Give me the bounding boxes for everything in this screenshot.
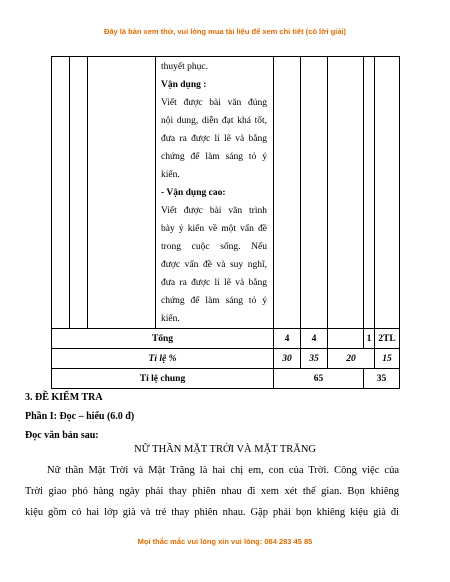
story-paragraph <box>25 460 399 523</box>
criteria-line: thuyết phục. <box>161 62 208 72</box>
percent-c4: 15 <box>375 349 400 369</box>
criteria-line: chứng để làm sáng tỏ ý <box>161 152 267 162</box>
paragraph-line: kiệu gồm có hai lớp già và trẻ thay phiên nhau. Gặp phải bọn khiêng kiệu già đi <box>25 507 399 518</box>
criteria-line: Viết được bài văn đúng <box>161 98 267 108</box>
overall-row <box>52 369 400 389</box>
part-heading: Phần I: Đọc – hiểu (6.0 đ) <box>25 411 135 422</box>
percent-row <box>52 349 400 369</box>
percent-c1: 30 <box>274 349 301 369</box>
percent-c2: 35 <box>301 349 328 369</box>
total-c4: 1 <box>364 329 375 349</box>
criteria-line: - Vận dụng cao: <box>161 188 226 198</box>
total-c1: 4 <box>274 329 301 349</box>
criteria-line: bày ý kiến về một vấn đề <box>161 224 267 234</box>
assessment-matrix-table <box>51 56 400 389</box>
overall-c1: 65 <box>274 369 364 389</box>
read-instruction: Đọc văn bản sau: <box>25 430 99 441</box>
story-title: NỮ THẦN MẶT TRỜI VÀ MẶT TRĂNG <box>134 444 316 455</box>
criteria-line: nội dung, diễn đạt khá tốt, <box>161 116 267 126</box>
total-label: Tổng <box>52 329 274 349</box>
section-heading: 3. ĐỀ KIỂM TRA <box>25 392 103 403</box>
criteria-line: kiến. <box>161 170 180 180</box>
criteria-line: chứng để làm sáng tỏ ý <box>161 296 267 306</box>
total-c5: 2TL <box>375 329 400 349</box>
criteria-line: đưa ra được lí lẽ và bằng <box>161 134 267 144</box>
preview-banner: Đây là bản xem thử, vui lòng mua tài liệu để xem chi tiết (có lời giải) <box>103 27 347 36</box>
criteria-line: Vận dụng : <box>161 80 207 90</box>
criteria-line: được vấn đề và suy nghĩ, <box>161 260 267 270</box>
contact-banner: Mọi thắc mắc vui lòng xin vui lòng: 084 283 45 85 <box>137 537 313 546</box>
overall-c2: 35 <box>364 369 400 389</box>
criteria-line: kiến. <box>161 314 180 324</box>
overall-label: Tỉ lệ chung <box>52 369 274 389</box>
criteria-cell <box>156 57 274 329</box>
criteria-line: đưa ra được lí lẽ và bằng <box>161 278 267 288</box>
total-row <box>52 329 400 349</box>
paragraph-line: Nữ thần Mặt Trời và Mặt Trăng là hai chị em, con của Trời. Công việc của <box>47 465 399 476</box>
criteria-line: trong cuộc sống. Nếu <box>161 242 267 252</box>
percent-label: Tỉ lệ % <box>52 349 274 369</box>
paragraph-line: Trời giao phó hàng ngày phải thay phiên nhau đi xem xét thế gian. Bọn khiêng <box>25 486 399 497</box>
content-row <box>52 57 400 329</box>
percent-c3: 20 <box>328 349 375 369</box>
total-c3 <box>328 329 364 349</box>
total-c2: 4 <box>301 329 328 349</box>
criteria-line: Viết được bài văn trình <box>161 206 267 216</box>
